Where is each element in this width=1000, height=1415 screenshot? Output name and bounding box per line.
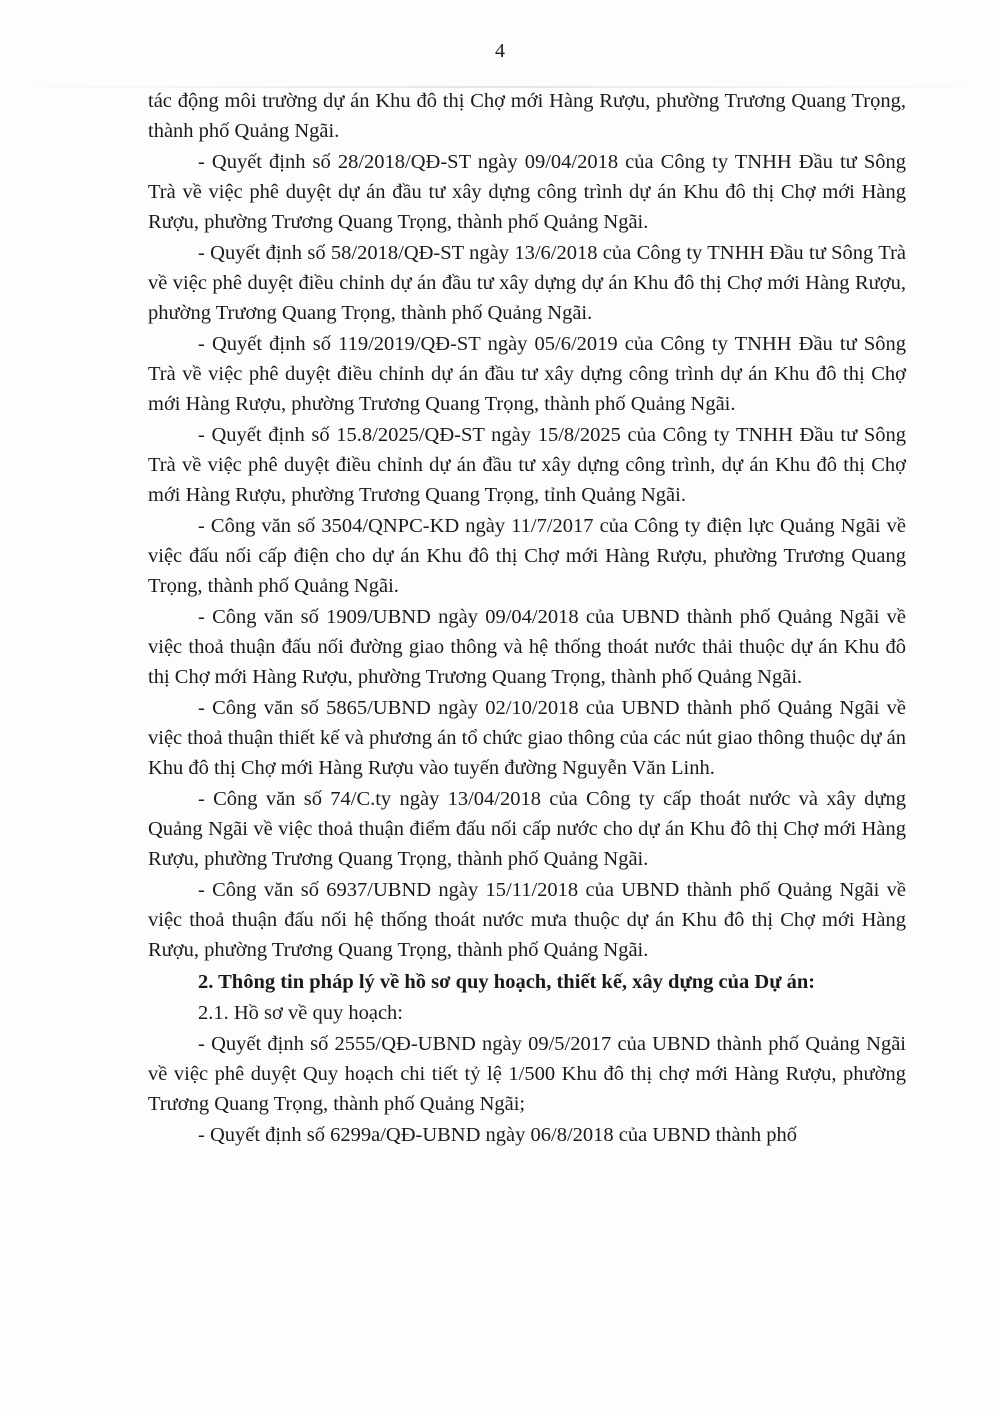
subsection-heading: 2.1. Hồ sơ về quy hoạch: bbox=[198, 1002, 403, 1024]
section-heading: 2. Thông tin pháp lý về hồ sơ quy hoạch, thiết kế, xây dựng của Dự án: bbox=[198, 971, 816, 993]
paragraph: - Quyết định số 6299a/QĐ-UBND ngày 06/8/2018 của UBND thành phố bbox=[198, 1124, 797, 1146]
paragraph: - Công văn số 6937/UBND ngày 15/11/2018 của UBND thành phố Quảng Ngãi về việc thoả thuận đấu nối hệ thống thoát nước mưa thuộc dự án Khu đô thị Chợ mới Hàng Rượu, phường Trương Quang Trọng, thành phố Quảng Ngãi. bbox=[148, 879, 906, 961]
paragraph: tác động môi trường dự án Khu đô thị Chợ mới Hàng Rượu, phường Trương Quang Trọng, thành phố Quảng Ngãi. bbox=[148, 90, 906, 142]
paragraph: - Công văn số 3504/QNPC-KD ngày 11/7/2017 của Công ty điện lực Quảng Ngãi về việc đấu nối cấp điện cho dự án Khu đô thị Chợ mới Hàng Rượu, phường Trương Quang Trọng, thành phố Quảng Ngãi. bbox=[148, 515, 906, 597]
paragraph: - Công văn số 1909/UBND ngày 09/04/2018 của UBND thành phố Quảng Ngãi về việc thoả thuận đấu nối đường giao thông và hệ thống thoát nước thải thuộc dự án Khu đô thị Chợ mới Hàng Rượu, phường Trương Quang Trọng, thành phố Quảng Ngãi. bbox=[148, 606, 906, 688]
document-body bbox=[148, 86, 906, 1150]
paragraph: - Công văn số 5865/UBND ngày 02/10/2018 của UBND thành phố Quảng Ngãi về việc thoả thuận thiết kế và phương án tổ chức giao thông của các nút giao thông thuộc dự án Khu đô thị Chợ mới Hàng Rượu vào tuyến đường Nguyễn Văn Linh. bbox=[148, 697, 906, 779]
paragraph: - Quyết định số 28/2018/QĐ-ST ngày 09/04/2018 của Công ty TNHH Đầu tư Sông Trà về việc phê duyệt dự án đầu tư xây dựng công trình dự án Khu đô thị Chợ mới Hàng Rượu, phường Trương Quang Trọng, thành phố Quảng Ngãi. bbox=[148, 151, 906, 233]
page-number: 4 bbox=[495, 40, 505, 62]
paragraph: - Quyết định số 15.8/2025/QĐ-ST ngày 15/8/2025 của Công ty TNHH Đầu tư Sông Trà về việc phê duyệt điều chỉnh dự án đầu tư xây dựng công trình, dự án Khu đô thị Chợ mới Hàng Rượu, phường Trương Quang Trọng, tỉnh Quảng Ngãi. bbox=[148, 424, 906, 506]
paragraph: - Quyết định số 119/2019/QĐ-ST ngày 05/6/2019 của Công ty TNHH Đầu tư Sông Trà về việc phê duyệt điều chỉnh dự án đầu tư xây dựng công trình dự án Khu đô thị Chợ mới Hàng Rượu, phường Trương Quang Trọng, thành phố Quảng Ngãi. bbox=[148, 333, 906, 415]
paragraph: - Quyết định số 58/2018/QĐ-ST ngày 13/6/2018 của Công ty TNHH Đầu tư Sông Trà về việc phê duyệt điều chỉnh dự án đầu tư xây dựng dự án Khu đô thị Chợ mới Hàng Rượu, phường Trương Quang Trọng, thành phố Quảng Ngãi. bbox=[148, 242, 906, 324]
paragraph: - Công văn số 74/C.ty ngày 13/04/2018 của Công ty cấp thoát nước và xây dựng Quảng Ngãi về việc thoả thuận điểm đấu nối cấp nước cho dự án Khu đô thị Chợ mới Hàng Rượu, phường Trương Quang Trọng, thành phố Quảng Ngãi. bbox=[148, 788, 906, 870]
paragraph: - Quyết định số 2555/QĐ-UBND ngày 09/5/2017 của UBND thành phố Quảng Ngãi về việc phê duyệt Quy hoạch chi tiết tỷ lệ 1/500 Khu đô thị chợ mới Hàng Rượu, phường Trương Quang Trọng, thành phố Quảng Ngãi; bbox=[148, 1033, 906, 1115]
